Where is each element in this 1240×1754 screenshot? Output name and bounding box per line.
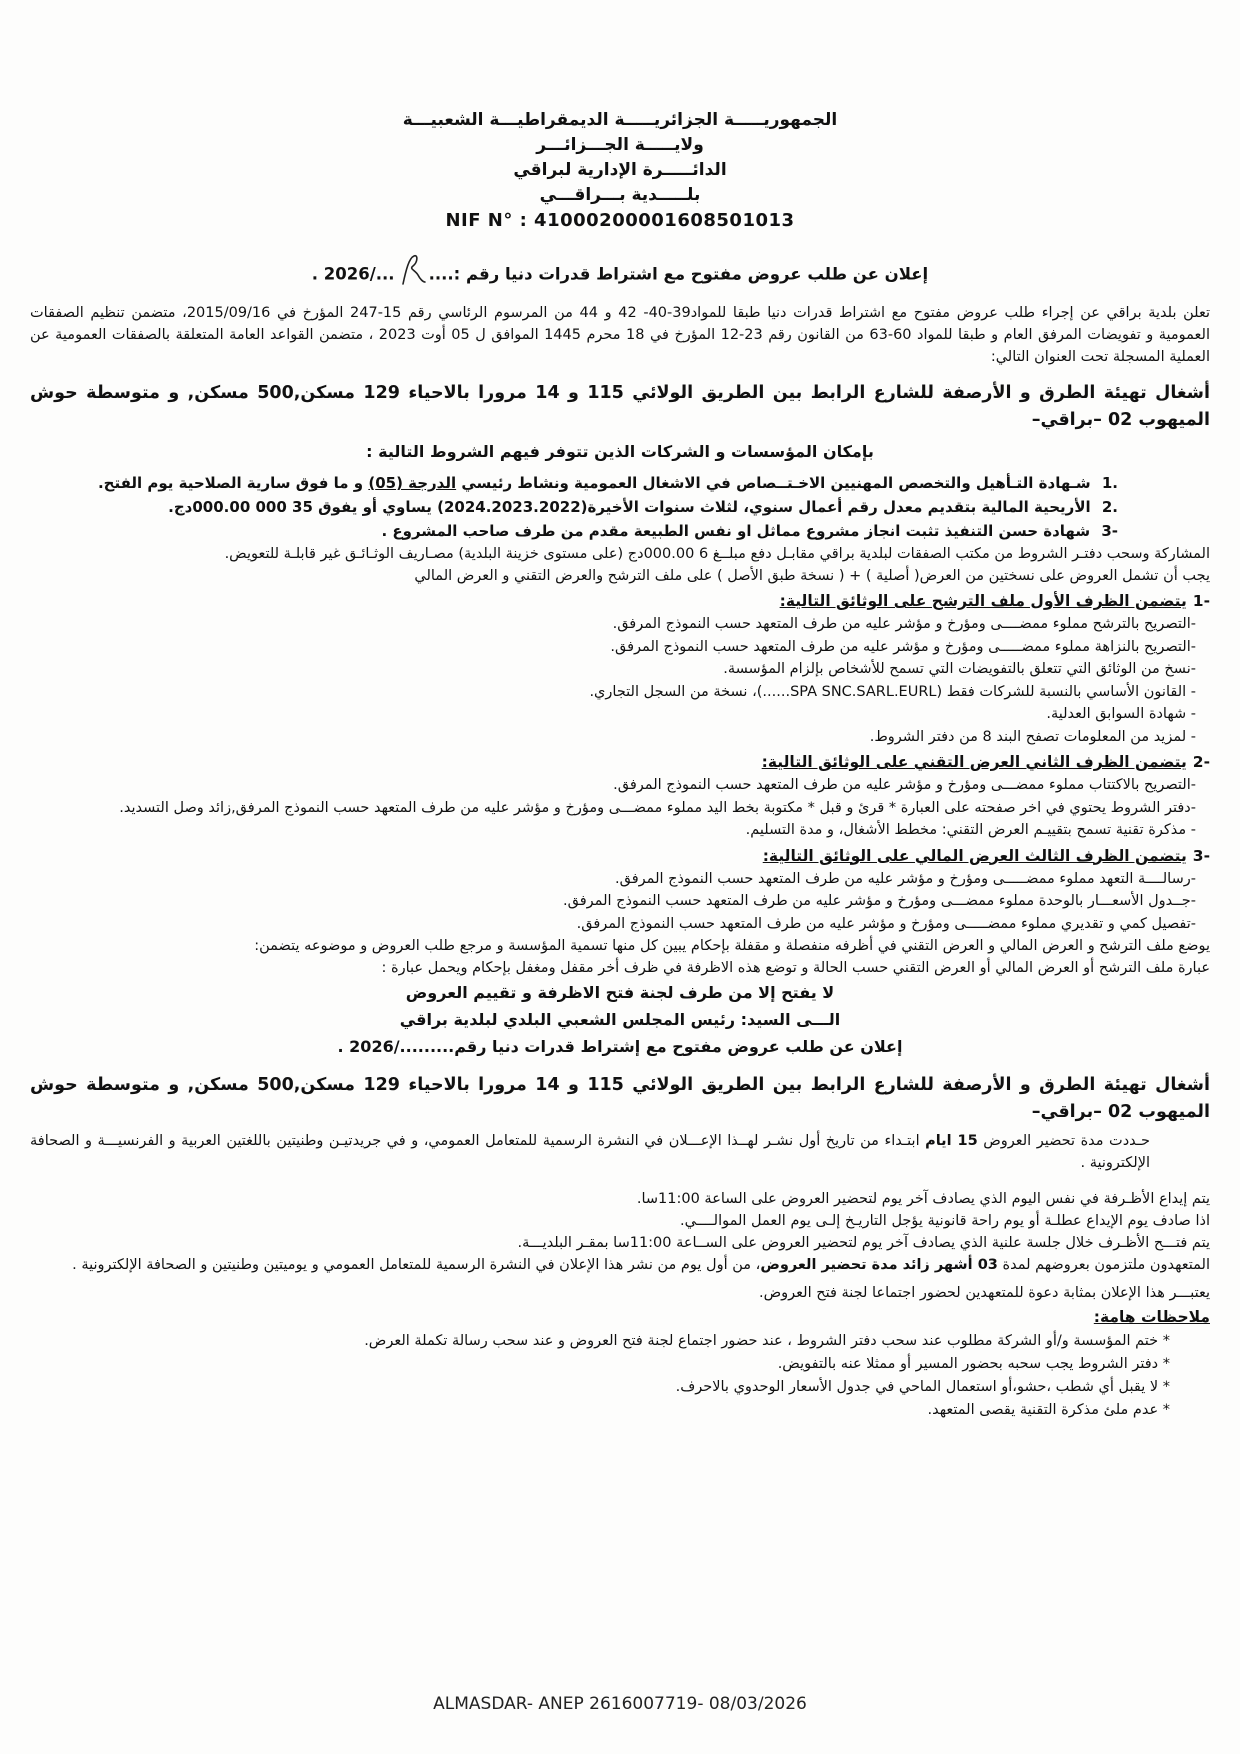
commitment-text: ، من أول يوم من نشر هذا الإعلان في النشرة الرسمية للمتعامل العمومي و يوميتين وطنيتين و الصحافة الإلكترونية . (72, 1257, 761, 1273)
participation-paragraph: المشاركة وسحب دفتـر الشروط من مكتب الصفقات لبلدية براقي مقابـل دفع مبلــغ 6 000.00دج (على مستوى خزينة البلدية) مصـاريف الوثـائـق غير قابلـة للتعويض. (224, 546, 1210, 562)
list-item: -التصريح بالترشح مملوء ممضــــى ومؤرخ و مؤشر عليه من طرف المتعهد حسب النموذج المرفق. (612, 616, 1196, 632)
note-item: * عدم ملئ مذكرة التقنية يقصى المتعهد. (927, 1402, 1170, 1418)
section-heading-text: يتضمن الظرف الثاني العرض التقني على الوثائق التالية: (761, 753, 1187, 771)
announcement-title (30, 252, 1210, 298)
intro-paragraph: تعلن بلدية براقي عن إجراء طلب عروض مفتوح مع اشتراط قدرات دنيا طبقا للمواد39-40- 42 و 44 من المرسوم الرئاسي رقم 15-247 المؤرخ في 2015/09/16، متضمن تنظيم الصفقات العمومية و تفويضات المرفق العام و طبقا للمواد 60-63 من القانون رقم 23-12 المؤرخ في 18 محرم 1445 الموافق ل 05 أوت 2023 ، متضمن القواعد العامة المتعلقة بالصفقات العمومية عن العملية المسجلة تحت العنوان التالي: (30, 305, 1211, 365)
list-item: -دفتر الشروط يحتوي في اخر صفحته على العبارة * قرئ و قبل * مكتوبة بخط اليد مملوء ممضـــى ومؤرخ و مؤشر عليه من طرف المتعهد حسب النموذج المرفق,زائد وصل التسديد. (119, 799, 1196, 816)
list-item: -رسالــــة التعهد مملوء ممضـــــى ومؤرخ و مؤشر عليه من طرف المتعهد حسب النموذج المرفق. (615, 870, 1196, 887)
section-heading-text: يتضمن الظرف الثالث العرض المالي على الوثائق التالية: (762, 846, 1187, 865)
commitment-paragraph (30, 1254, 1210, 1276)
copies-paragraph: يجب أن تشمل العروض على نسختين من العرض( أصلية ) + ( نسخة طبق الأصل ) على ملف الترشح والعرض التقني و العرض المالي (414, 568, 1210, 584)
footer-credit: ALMASDAR- ANEP 2616007719- 08/03/2026 (433, 1694, 807, 1714)
section-heading-text: يتضمن الظرف الأول ملف الترشح على الوثائق التالية: (779, 592, 1187, 610)
condition-item-3 (30, 519, 1210, 543)
deadline-text: حـددت مدة تحضير العروض (977, 1133, 1150, 1149)
notes-heading: ملاحظات هامة: (1093, 1308, 1210, 1326)
condition-text: الأريحية المالية بتقديم معدل رقم أعمال سنوي، لثلاث سنوات الأخيرة(2024.2023.2022) يساوي أو يفوق 35 000 000.00دج. (168, 498, 1091, 516)
list-item: -التصريح بالاكتتاب مملوء ممضـــى ومؤرخ و مؤشر عليه من طرف المتعهد حسب النموذج المرفق. (613, 777, 1196, 793)
list-item: -التصريح بالنزاهة مملوء ممضـــــى ومؤرخ و مؤشر عليه من طرف المتعهد حسب النموذج المرفق. (610, 638, 1196, 655)
deadline-paragraph (30, 1130, 1210, 1174)
project-title: أشغال تهيئة الطرق و الأرصفة للشارع الرابط بين الطريق الولائي 115 و 14 مرورا بالاحياء 129 مسكن,500 مسكن, و متوسطة حوش الميهوب 02 –براقي– (30, 383, 1210, 430)
commitment-text: المتعهدون ملتزمون بعروضهم لمدة (997, 1257, 1210, 1273)
invitation-line: يعتبـــر هذا الإعلان بمثابة دعوة للمتعهدين لحضور اجتماعا لجنة فتح العروض. (759, 1285, 1210, 1301)
section-number: 2- (1192, 753, 1210, 771)
holiday-line: اذا صادف يوم الإيداع عطلـة أو يوم راحة قانونية يؤجل التاريـخ إلـى يوم العمل الموالــــي. (679, 1213, 1210, 1229)
list-item: - شهادة السوابق العدلية. (1046, 706, 1196, 722)
district-line: الدائـــــرة الإدارية لبراقي (513, 160, 727, 180)
commune-line: بلـــــدية بـــراقـــي (539, 185, 701, 205)
section-1-heading (30, 589, 1210, 613)
deadline-duration: 15 ايام (925, 1133, 978, 1149)
condition-text: شـهادة التـأهيل والتخصص المهنيين الاخـتــصاص في الاشغال العمومية ونشاط رئيسي (456, 474, 1091, 492)
announcement-title-prefix: إعلان عن طلب عروض مفتوح مع اشتراط قدرات دنيا رقم :.... (428, 264, 929, 284)
list-item: -جــدول الأسعـــار بالوحدة مملوء ممضـــى ومؤرخ و مؤشر عليه من طرف المتعهد حسب النموذج المرفق. (563, 893, 1196, 909)
announcement-ref-line: إعلان عن طلب عروض مفتوح مع إشتراط قدرات دنيا رقم........./2026 . (337, 1037, 903, 1056)
condition-text: شهادة حسن التنفيذ تثبت انجاز مشروع مماثل او نفس الطبيعة مقدم من طرف صاحب المشروع . (381, 522, 1091, 540)
condition-number: 3- (1101, 522, 1118, 540)
eligibility-intro: بإمكان المؤسسات و الشركات الذين تتوفر فيهم الشروط التالية : (366, 442, 874, 461)
condition-item-2 (30, 495, 1210, 519)
announcement-title-suffix: .../2026 . (311, 264, 395, 284)
wilaya-line: ولايـــــة الجـــزائـــر (536, 135, 704, 155)
note-item: * دفتر الشروط يجب سحبه بحضور المسير أو ممثلا عنه بالتفويض. (777, 1356, 1170, 1372)
deposit-line: يتم إيداع الأظـرفة في نفس اليوم الذي يصادف آخر يوم لتحضير العروض على الساعة 11:00سا. (636, 1191, 1210, 1207)
opening-line: يتم فتـــح الأظـرف خلال جلسة علنية الذي يصادف آخر يوم لتحضير العروض على الســاعة 11:00سا بمقـر البلديـــة. (517, 1235, 1210, 1251)
condition-number: 1. (1101, 474, 1118, 492)
condition-item-1 (30, 471, 1210, 495)
section-number: 3- (1192, 846, 1210, 865)
nif-line: NIF N° : 41000200001608501013 (445, 210, 795, 231)
condition-text: و ما فوق سارية الصلاحية يوم الفتح. (97, 474, 369, 492)
handwritten-number-mark (397, 252, 427, 298)
condition-number: 2. (1101, 498, 1118, 516)
addressee-line: الـــى السيد: رئيس المجلس الشعبي البلدي لبلدية براقي (399, 1010, 841, 1029)
section-3-heading (30, 844, 1210, 868)
project-title-repeat: أشغال تهيئة الطرق و الأرصفة للشارع الرابط بين الطريق الولائي 115 و 14 مرورا بالاحياء 129 مسكن,500 مسكن, و متوسطة حوش الميهوب 02 –براقي– (30, 1075, 1210, 1122)
note-item: * لا يقبل أي شطب ،حشو،أو استعمال الماحي في جدول الأسعار الوحدوي بالاحرف. (675, 1379, 1170, 1395)
list-item: -تفصيل كمي و تقديري مملوء ممضـــــى ومؤرخ و مؤشر عليه من طرف المتعهد حسب النموذج المرفق. (576, 915, 1196, 932)
republic-line: الجمهوريـــــة الجزائريـــــة الديمقراطيـــة الشعبيـــة (402, 110, 838, 130)
section-number: 1- (1192, 592, 1210, 610)
commitment-duration: 03 أشهر زائد مدة تحضير العروض (760, 1257, 998, 1273)
section-2-heading (30, 750, 1210, 774)
no-open-warning: لا يفتح إلا من طرف لجنة فتح الاظرفة و تقييم العروض (405, 983, 835, 1002)
condition-underlined-text: الدرجة (05) (368, 474, 457, 492)
note-item: * ختم المؤسسة و/أو الشركة مطلوب عند سحب دفتر الشروط ، عند حضور اجتماع لجنة فتح العروض و عند سحب رسالة تكملة العرض. (364, 1333, 1170, 1349)
envelope-paragraph-1: يوضع ملف الترشح و العرض المالي و العرض التقني في أظرفه منفصلة و مقفلة بإحكام يبين كل منها تسمية المؤسسة و مرجع طلب العروض و موضوعه يتضمن: (254, 938, 1210, 954)
list-item: - مذكرة تقنية تسمح بتقييـم العرض التقني: مخطط الأشغال، و مدة التسليم. (745, 822, 1196, 838)
list-item: - لمزيد من المعلومات تصفح البند 8 من دفتر الشروط. (869, 728, 1196, 745)
list-item: -نسخ من الوثائق التي تتعلق بالتفويضات التي تسمح للأشخاص بإلزام المؤسسة. (723, 661, 1196, 677)
envelope-paragraph-2: عبارة ملف الترشح أو العرض المالي أو العرض التقني حسب الحالة و توضع هذه الاظرفة في ظرف أخر مقفل ومغفل بإحكام ويحمل عبارة : (381, 960, 1210, 976)
deadline-text: ابتـداء من تاريخ أول نشـر لهــذا الإعـــلان في النشرة الرسمية للمتعامل العمومي، و في جريدتيـن وطنيتين باللغتين العربية و الفرنسيـــة و الصحافة الإلكترونية . (30, 1133, 1150, 1171)
list-item: - القانون الأساسي بالنسبة للشركات فقط (SPA SNC.SARL.EURL......)، نسخة من السجل التجاري. (589, 683, 1196, 700)
